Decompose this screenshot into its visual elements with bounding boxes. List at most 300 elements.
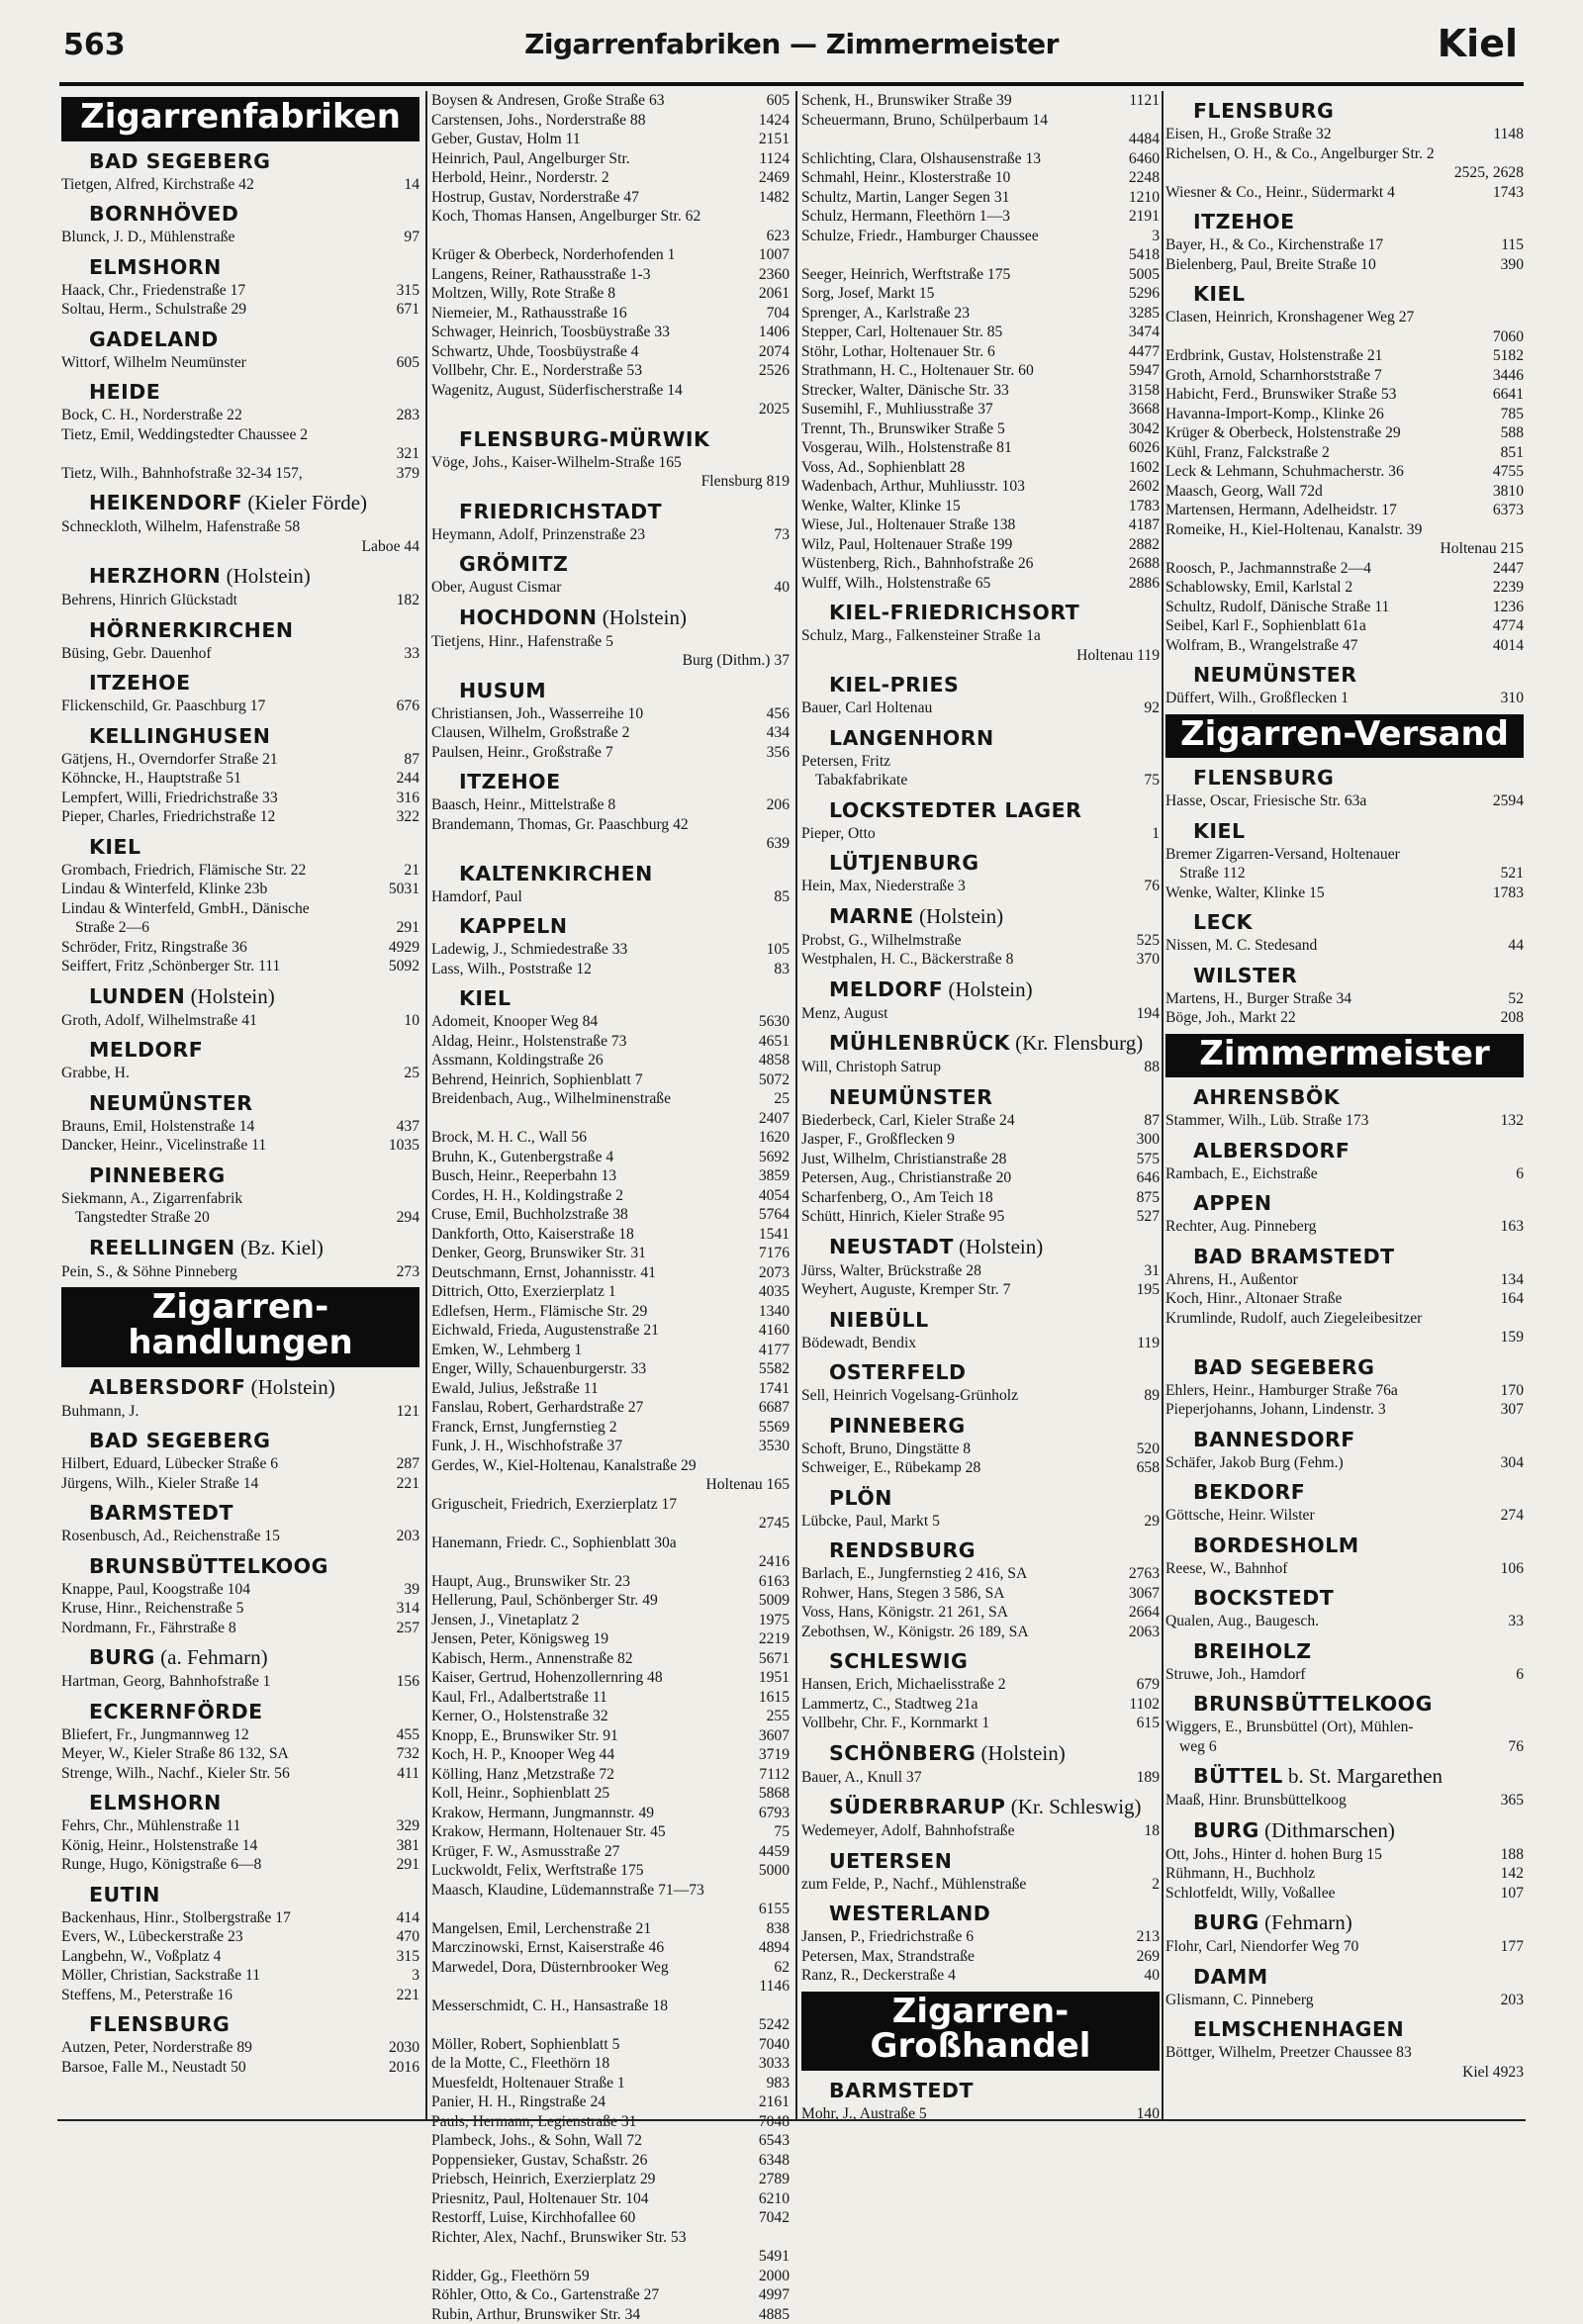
town-heading — [89, 1429, 419, 1452]
entry-name: Hostrup, Gustav, Norderstraße 47 — [431, 188, 753, 208]
entry-phone: 1620 — [759, 1128, 790, 1148]
entry-name: Ober, August Cismar — [431, 578, 768, 598]
town-name: FLENSBURG — [1193, 99, 1334, 123]
entry-name: Schenk, H., Brunswiker Straße 39 — [801, 91, 1123, 111]
directory-entry — [1165, 2063, 1524, 2083]
directory-entry — [61, 175, 419, 195]
entry-name: Maaß, Hinr. Brunsbüttelkoog — [1165, 1791, 1495, 1811]
directory-entry — [431, 2054, 790, 2074]
directory-entry — [431, 1128, 790, 1148]
entry-name: Tietgen, Alfred, Kirchstraße 42 — [61, 175, 398, 195]
directory-entry — [61, 1454, 419, 1474]
entry-name: Böttger, Wilhelm, Preetzer Chaussee 83 — [1165, 2043, 1518, 2063]
entry-name: Möller, Robert, Sophienblatt 5 — [431, 2035, 753, 2055]
entry-name: Köhncke, H., Hauptstraße 51 — [61, 769, 391, 789]
entry-name: Rohwer, Hans, Stegen 3 586, SA — [801, 1584, 1123, 1604]
directory-entry — [801, 149, 1160, 169]
town-heading — [1193, 1818, 1524, 1843]
directory-entry — [431, 1379, 790, 1399]
entry-name: Just, Wilhelm, Christianstraße 28 — [801, 1150, 1131, 1169]
directory-entry — [801, 265, 1160, 285]
directory-entry — [61, 300, 419, 320]
entry-phone: 316 — [397, 789, 419, 808]
town-name: NIEBÜLL — [829, 1308, 929, 1332]
entry-name: Priebsch, Heinrich, Exerzierplatz 29 — [431, 2170, 753, 2189]
entry-name — [61, 444, 391, 464]
entry-name: Autzen, Peter, Norderstraße 89 — [61, 2038, 383, 2058]
entry-name: Behrens, Hinrich Glückstadt — [61, 591, 391, 610]
entry-name: Hasse, Oscar, Friesische Str. 63a — [1165, 791, 1487, 811]
entry-name: Tietjens, Hinr., Hafenstraße 5 — [431, 632, 784, 652]
entry-name: Leck & Lehmann, Schuhmacherstr. 36 — [1165, 462, 1487, 482]
town-name: HEIKENDORF — [89, 491, 242, 514]
entry-phone: 182 — [397, 591, 419, 610]
entry-phone: 785 — [1501, 405, 1524, 424]
directory-entry — [431, 1418, 790, 1438]
entry-phone: 434 — [767, 723, 790, 743]
entry-phone: 732 — [397, 1744, 419, 1764]
entry-phone: 437 — [397, 1117, 419, 1137]
directory-entry — [1165, 1845, 1524, 1865]
entry-phone: 658 — [1137, 1458, 1160, 1478]
entry-name: Martensen, Hermann, Adelheidstr. 17 — [1165, 501, 1487, 520]
town-heading — [89, 1501, 419, 1525]
town-heading — [459, 986, 790, 1010]
entry-name: Denker, Georg, Brunswiker Str. 31 — [431, 1244, 753, 1263]
directory-entry — [431, 1282, 790, 1302]
entry-name: Grombach, Friedrich, Flämische Str. 22 — [61, 861, 398, 881]
town-heading — [89, 1700, 419, 1723]
entry-name: Seeger, Heinrich, Werftstraße 175 — [801, 265, 1123, 285]
directory-entry — [801, 1695, 1160, 1715]
directory-entry — [801, 284, 1160, 304]
entry-phone: 5671 — [759, 1649, 790, 1669]
directory-entry — [431, 1765, 790, 1785]
entry-phone: 4477 — [1129, 342, 1160, 362]
directory-entry — [431, 2074, 790, 2093]
entry-name: Ott, Johs., Hinter d. hohen Burg 15 — [1165, 1845, 1495, 1865]
town-name: UETERSEN — [829, 1849, 952, 1873]
directory-entry — [61, 861, 419, 881]
entry-name: zum Felde, P., Nachf., Mühlenstraße — [801, 1875, 1146, 1895]
entry-name: Will, Christoph Satrup — [801, 1058, 1138, 1077]
town-name: RENDSBURG — [829, 1538, 976, 1562]
town-name: KELLINGHUSEN — [89, 724, 270, 748]
directory-entry — [431, 1475, 790, 1495]
town-heading — [459, 552, 790, 576]
entry-name — [431, 227, 761, 246]
directory-entry — [431, 1629, 790, 1649]
town-name: GADELAND — [89, 327, 219, 351]
town-name: REELLINGEN — [89, 1236, 235, 1259]
directory-entry — [801, 1564, 1160, 1584]
directory-entry — [61, 1764, 419, 1784]
entry-phone: 18 — [1144, 1821, 1160, 1841]
page-header — [59, 22, 1524, 75]
entry-phone: 221 — [397, 1474, 419, 1494]
directory-entry — [801, 931, 1160, 951]
entry-phone: 5092 — [389, 957, 419, 976]
entry-phone: 7048 — [759, 2112, 790, 2132]
entry-name: Fanslau, Robert, Gerhardstraße 27 — [431, 1398, 753, 1418]
entry-name: Heymann, Adolf, Prinzenstraße 23 — [431, 525, 768, 545]
directory-entry — [801, 245, 1160, 265]
directory-entry — [431, 2112, 790, 2132]
directory-entry — [1165, 1008, 1524, 1028]
entry-phone: 132 — [1501, 1111, 1524, 1131]
entry-name: Dankforth, Otto, Kaiserstraße 18 — [431, 1225, 753, 1245]
entry-name: Enger, Willy, Schauenburgerstr. 33 — [431, 1359, 753, 1379]
town-name: ALBERSDORF — [89, 1375, 245, 1399]
entry-phone: 1121 — [1129, 91, 1160, 111]
directory-entry — [431, 1321, 790, 1341]
column-divider — [425, 91, 427, 2119]
entry-phone: 31 — [1144, 1261, 1160, 1281]
town-heading — [1193, 210, 1524, 233]
directory-entry — [1165, 1506, 1524, 1526]
entry-name: Baasch, Heinr., Mittelstraße 8 — [431, 795, 761, 815]
directory-entry — [801, 1130, 1160, 1150]
entry-phone: 115 — [1501, 235, 1524, 255]
directory-entry — [431, 1572, 790, 1592]
entry-name: Brock, M. H. C., Wall 56 — [431, 1128, 753, 1148]
directory-entry — [1165, 255, 1524, 275]
entry-name: Kabisch, Herm., Annenstraße 82 — [431, 1649, 753, 1669]
directory-entry — [61, 228, 419, 247]
directory-entry — [801, 1947, 1160, 1967]
entry-name: Marwedel, Dora, Düsternbrooker Weg — [431, 1958, 768, 1978]
entry-phone: 4054 — [759, 1186, 790, 1206]
town-heading — [459, 770, 790, 793]
directory-entry — [61, 697, 419, 716]
directory-entry — [1165, 366, 1524, 386]
entry-phone: 33 — [1508, 1612, 1524, 1631]
entry-phone: 1783 — [1129, 497, 1160, 516]
entry-phone: 456 — [767, 704, 790, 724]
entry-name: Vollbehr, Chr. F., Kornmarkt 1 — [801, 1714, 1131, 1733]
entry-phone: 291 — [397, 1855, 419, 1875]
town-qualifier: (Holstein) — [976, 1741, 1065, 1765]
directory-entry — [431, 1822, 790, 1842]
town-heading — [829, 798, 1160, 822]
entry-phone: 639 — [767, 834, 790, 854]
directory-entry — [801, 1111, 1160, 1131]
entry-name — [431, 1475, 700, 1495]
entry-name: Bliefert, Fr., Jungmannweg 12 — [61, 1725, 391, 1745]
entry-phone: 1741 — [759, 1379, 790, 1399]
entry-phone: 1743 — [1493, 183, 1524, 203]
entry-name: Carstensen, Johs., Norderstraße 88 — [431, 111, 753, 131]
town-name: BRUNSBÜTTELKOOG — [89, 1554, 328, 1578]
directory-entry — [801, 1440, 1160, 1459]
town-heading — [829, 2079, 1160, 2102]
directory-entry — [431, 1900, 790, 1919]
entry-phone: 2063 — [1129, 1623, 1160, 1642]
entry-name: Grabbe, H. — [61, 1064, 398, 1083]
entry-phone: 4755 — [1493, 462, 1524, 482]
directory-entry — [1165, 1289, 1524, 1309]
town-name: BURG — [1193, 1818, 1259, 1842]
town-heading — [829, 1085, 1160, 1109]
entry-phone: 2073 — [759, 1263, 790, 1283]
entry-phone: 1975 — [759, 1611, 790, 1630]
entry-name: Wedemeyer, Adolf, Bahnhofstraße — [801, 1821, 1138, 1841]
entry-name: Bielenberg, Paul, Breite Straße 10 — [1165, 255, 1495, 275]
entry-phone: 3668 — [1129, 400, 1160, 419]
town-name: HÖRNERKIRCHEN — [89, 618, 293, 642]
entry-name: Schlotfeldt, Willy, Voßallee — [1165, 1884, 1495, 1904]
entry-phone: 142 — [1501, 1864, 1524, 1884]
entry-name: Voss, Hans, Königstr. 21 261, SA — [801, 1603, 1123, 1623]
entry-name: Lübcke, Paul, Markt 5 — [801, 1512, 1138, 1532]
directory-entry — [61, 918, 419, 938]
entry-name: Eisen, H., Große Straße 32 — [1165, 125, 1487, 144]
entry-name: Nissen, M. C. Stedesand — [1165, 936, 1502, 956]
directory-entry — [801, 130, 1160, 149]
entry-phone: 1541 — [759, 1225, 790, 1245]
entry-name: Strenge, Wilh., Nachf., Kieler Str. 56 — [61, 1764, 391, 1784]
entry-name: Weyhert, Auguste, Kremper Str. 7 — [801, 1280, 1131, 1300]
entry-phone: 21 — [404, 861, 419, 881]
entry-phone: 315 — [397, 281, 419, 301]
entry-phone: 605 — [397, 353, 419, 373]
directory-entry — [801, 1966, 1160, 1986]
entry-name: Flickenschild, Gr. Paaschburg 17 — [61, 697, 391, 716]
town-name: ITZEHOE — [459, 770, 561, 793]
entry-name: Krakow, Hermann, Jungmannstr. 49 — [431, 1804, 753, 1823]
entry-phone: 195 — [1137, 1280, 1160, 1300]
category-heading: Zigarrenfabriken — [61, 97, 419, 141]
directory-entry — [801, 1168, 1160, 1188]
town-name: LOCKSTEDTER LAGER — [829, 798, 1081, 822]
entry-name: Tietz, Emil, Weddingstedter Chaussee 2 — [61, 425, 414, 445]
directory-entry — [61, 1947, 419, 1967]
entry-phone: 1148 — [1493, 125, 1524, 144]
town-name: HERZHORN — [89, 564, 221, 588]
entry-name: Bödewadt, Bendix — [801, 1334, 1131, 1353]
town-heading — [1193, 663, 1524, 687]
directory-entry — [801, 1875, 1160, 1895]
town-qualifier: (a. Fehmarn) — [155, 1645, 268, 1669]
town-name: AHRENSBÖK — [1193, 1085, 1340, 1109]
entry-phone: 1124 — [759, 149, 790, 169]
entry-phone: 4894 — [759, 1938, 790, 1958]
town-heading — [829, 1538, 1160, 1562]
directory-entry — [431, 1534, 790, 1553]
town-heading — [829, 977, 1160, 1002]
entry-name: Fehrs, Chr., Mühlenstraße 11 — [61, 1816, 391, 1836]
entry-phone: 381 — [397, 1836, 419, 1856]
directory-entry — [1165, 1991, 1524, 2010]
directory-entry — [801, 1714, 1160, 1733]
entry-name: Lindau & Winterfeld, GmbH., Dänische — [61, 899, 414, 919]
directory-entry — [1165, 423, 1524, 443]
entry-phone: 5072 — [759, 1070, 790, 1090]
town-heading — [1193, 99, 1524, 123]
entry-phone: 87 — [404, 750, 419, 770]
town-name: GRÖMITZ — [459, 552, 568, 576]
directory-entry — [801, 1261, 1160, 1281]
town-heading — [459, 605, 790, 630]
column-4 — [1165, 91, 1524, 2119]
entry-phone: 365 — [1501, 1791, 1524, 1811]
directory-entry — [431, 815, 790, 835]
directory-entry — [1165, 385, 1524, 405]
entry-name: Schulze, Friedr., Hamburger Chaussee — [801, 227, 1146, 246]
directory-entry — [1165, 689, 1524, 708]
entry-name: de la Motte, C., Fleethörn 18 — [431, 2054, 753, 2074]
directory-entry — [431, 1997, 790, 2016]
entry-phone: 88 — [1144, 1058, 1160, 1077]
directory-entry — [431, 1804, 790, 1823]
entry-phone: 4484 — [1129, 130, 1160, 149]
entry-name: Haupt, Aug., Brunswiker Str. 23 — [431, 1572, 753, 1592]
entry-phone: 2594 — [1493, 791, 1524, 811]
entry-name: Ridder, Gg., Fleethörn 59 — [431, 2267, 753, 2286]
entry-phone: 44 — [1508, 936, 1524, 956]
directory-entry — [801, 227, 1160, 246]
directory-entry — [801, 752, 1160, 772]
directory-entry — [431, 284, 790, 304]
entry-phone: 287 — [397, 1454, 419, 1474]
entry-name: Koch, H. P., Knooper Weg 44 — [431, 1745, 753, 1765]
directory-entry — [801, 1584, 1160, 1604]
entry-name: Niemeier, M., Rathausstraße 16 — [431, 304, 761, 324]
town-name: MELDORF — [89, 1038, 203, 1062]
directory-entry — [431, 1148, 790, 1167]
entry-phone: 310 — [1501, 689, 1524, 708]
entry-name: Rühmann, H., Buchholz — [1165, 1864, 1495, 1884]
directory-entry — [61, 1927, 419, 1947]
entry-name: Vollbehr, Chr. E., Norderstraße 53 — [431, 361, 753, 381]
directory-entry — [1165, 936, 1524, 956]
town-heading — [829, 1902, 1160, 1925]
entry-name: Kaul, Frl., Adalbertstraße 11 — [431, 1688, 753, 1708]
directory-entry — [61, 1474, 419, 1494]
entry-name: Scharfenberg, O., Am Teich 18 — [801, 1188, 1131, 1208]
entry-name: Kruse, Hinr., Reichenstraße 5 — [61, 1599, 391, 1619]
entry-name: Kerner, O., Holstenstraße 32 — [431, 1707, 761, 1726]
entry-name: Zebothsen, W., Königstr. 26 189, SA — [801, 1623, 1123, 1642]
directory-entry — [431, 1456, 790, 1476]
town-heading — [1193, 1085, 1524, 1109]
directory-entry — [801, 1603, 1160, 1623]
town-heading — [89, 1163, 419, 1187]
entry-name: Buhmann, J. — [61, 1402, 391, 1422]
directory-entry — [61, 425, 419, 445]
entry-name: Röhler, Otto, & Co., Gartenstraße 27 — [431, 2285, 753, 2305]
entry-name: Schäfer, Jakob Burg (Fehm.) — [1165, 1453, 1495, 1473]
entry-phone: 4459 — [759, 1842, 790, 1862]
entry-phone: 189 — [1137, 1768, 1160, 1788]
entry-phone: Flensburg 819 — [701, 472, 790, 492]
entry-name: Assmann, Koldingstraße 26 — [431, 1051, 753, 1070]
entry-name: Scheuermann, Bruno, Schülperbaum 14 — [801, 111, 1154, 131]
directory-entry — [431, 400, 790, 419]
town-name: BREIHOLZ — [1193, 1639, 1312, 1663]
entry-phone: 4774 — [1493, 616, 1524, 636]
entry-phone: 322 — [397, 807, 419, 827]
entry-name: Hansen, Erich, Michaelisstraße 2 — [801, 1675, 1131, 1695]
directory-entry — [801, 1458, 1160, 1478]
directory-entry — [431, 2285, 790, 2305]
entry-phone: 5009 — [759, 1591, 790, 1611]
category-heading: Zigarren-Versand — [1165, 714, 1524, 759]
entry-phone: 2025 — [759, 400, 790, 419]
entry-name — [61, 537, 356, 557]
entry-phone: 5491 — [759, 2247, 790, 2267]
town-name: WESTERLAND — [829, 1902, 990, 1925]
entry-name: Lindau & Winterfeld, Klinke 23b — [61, 880, 383, 899]
entry-name: Langbehn, W., Voßplatz 4 — [61, 1947, 391, 1967]
town-name: ALBERSDORF — [1193, 1139, 1350, 1162]
entry-phone: 2161 — [759, 2092, 790, 2112]
directory-entry — [801, 1821, 1160, 1841]
entry-name: Wagenitz, August, Süderfischerstraße 14 — [431, 381, 784, 401]
town-heading — [89, 1038, 419, 1062]
entry-phone: 177 — [1501, 1937, 1524, 1957]
entry-name: Ranz, R., Deckerstraße 4 — [801, 1966, 1138, 1986]
directory-entry — [801, 1150, 1160, 1169]
entry-name: Deutschmann, Ernst, Johannisstr. 41 — [431, 1263, 753, 1283]
directory-entry — [801, 1058, 1160, 1077]
directory-entry — [801, 1280, 1160, 1300]
town-name: HUSUM — [459, 679, 546, 702]
entry-phone: 2688 — [1129, 554, 1160, 574]
entry-phone: 1 — [1152, 824, 1160, 844]
entry-name: Barsoe, Falle M., Neustadt 50 — [61, 2058, 383, 2078]
town-qualifier: (Dithmarschen) — [1259, 1818, 1395, 1842]
directory-entry — [431, 1958, 790, 1978]
entry-phone: 163 — [1501, 1217, 1524, 1237]
entry-name: Luckwoldt, Felix, Werftstraße 175 — [431, 1861, 753, 1881]
entry-phone: 4858 — [759, 1051, 790, 1070]
town-name: MÜHLENBRÜCK — [829, 1031, 1010, 1055]
entry-name — [1165, 327, 1487, 347]
directory-entry — [431, 2170, 790, 2189]
directory-entry — [61, 957, 419, 976]
town-name: KIEL — [459, 986, 512, 1010]
entry-phone: 2239 — [1493, 578, 1524, 598]
town-name: FLENSBURG — [89, 2012, 230, 2036]
directory-entry — [1165, 1270, 1524, 1290]
town-heading — [829, 1360, 1160, 1384]
entry-name: Franck, Ernst, Jungfernstieg 2 — [431, 1418, 753, 1438]
directory-entry — [1165, 125, 1524, 144]
entry-name: Jansen, P., Friedrichstraße 6 — [801, 1927, 1131, 1947]
entry-phone: 4014 — [1493, 636, 1524, 656]
entry-phone: 671 — [397, 300, 419, 320]
directory-entry — [61, 2038, 419, 2058]
entry-phone: 208 — [1501, 1008, 1524, 1028]
directory-entry — [801, 438, 1160, 458]
entry-name: Breidenbach, Aug., Wilhelminenstraße — [431, 1089, 768, 1109]
entry-name: Geber, Gustav, Holm 11 — [431, 130, 753, 149]
entry-name: Mangelsen, Emil, Lerchenstraße 21 — [431, 1919, 761, 1939]
entry-name: Schütt, Hinrich, Kieler Straße 95 — [801, 1207, 1131, 1227]
entry-phone: 525 — [1137, 931, 1160, 951]
directory-entry — [61, 1011, 419, 1031]
town-qualifier: (Holstein) — [245, 1375, 334, 1399]
entry-name: Cordes, H. H., Koldingstraße 2 — [431, 1186, 753, 1206]
entry-phone: 25 — [774, 1089, 790, 1109]
town-name: SÜDERBRARUP — [829, 1795, 1005, 1818]
entry-phone: 2248 — [1129, 168, 1160, 188]
town-name: BAD SEGEBERG — [89, 149, 270, 173]
entry-phone: 2886 — [1129, 574, 1160, 594]
entry-phone: 5868 — [759, 1784, 790, 1804]
entry-phone: 1424 — [759, 111, 790, 131]
